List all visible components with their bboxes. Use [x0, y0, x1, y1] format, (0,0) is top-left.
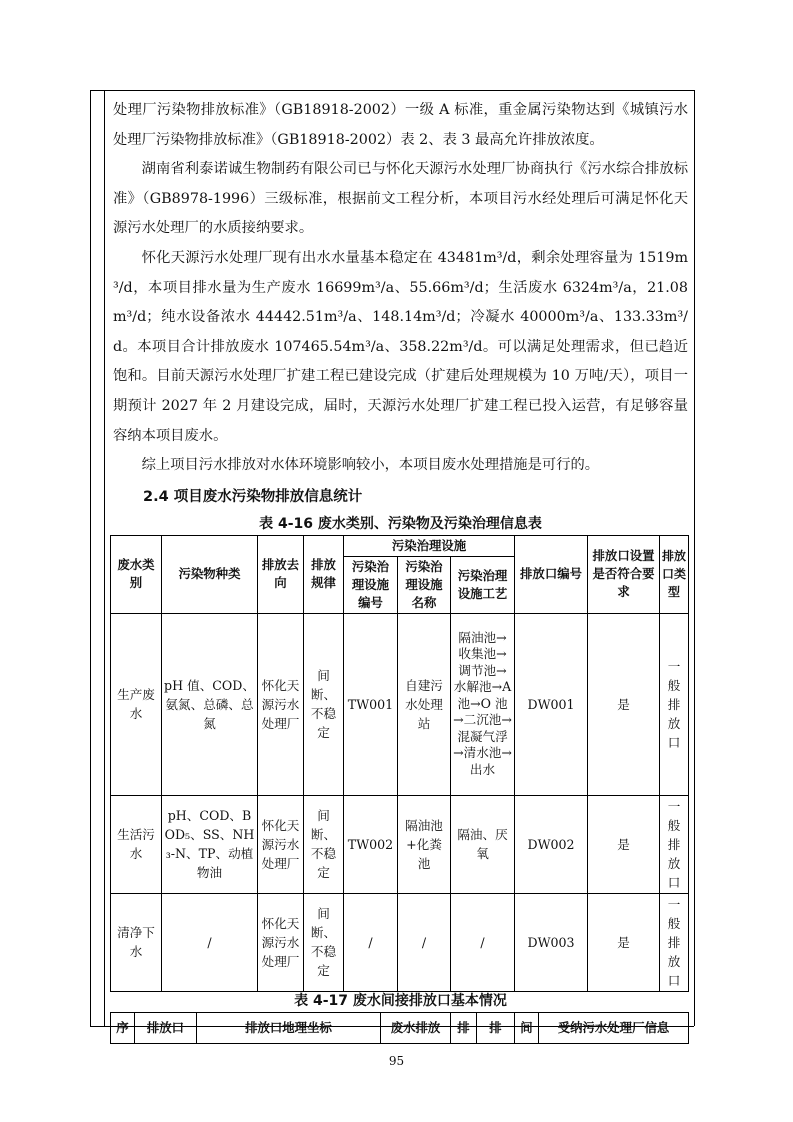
cell-destination: 怀化天源污水处理厂	[258, 613, 304, 795]
cell-facility-no: TW002	[344, 795, 398, 893]
cell-facility-process: /	[451, 893, 515, 991]
cell-outlet-type: 一般排放口	[660, 893, 689, 991]
header-facility-no: 污染治理设施编号	[344, 556, 398, 613]
table-row	[111, 893, 689, 991]
cell-outlet-type: 一般排放口	[660, 613, 689, 795]
cell-pollutant: /	[162, 893, 258, 991]
cell-pattern: 间断、不稳定	[304, 893, 344, 991]
header-col6: 排	[477, 1012, 515, 1043]
table-16-caption: 表 4-16 废水类别、污染物及污染治理信息表	[259, 515, 542, 532]
header-outlet-type: 排放口类型	[660, 535, 689, 613]
cell-facility-no: /	[344, 893, 398, 991]
frame-left-inner-border	[104, 90, 105, 1026]
cell-category: 清净下水	[111, 893, 162, 991]
table-17-caption: 表 4-17 废水间接排放口基本情况	[294, 992, 507, 1009]
header-pattern: 排放规律	[304, 535, 344, 613]
cell-category: 生活污水	[111, 795, 162, 893]
cell-pattern: 间断、不稳定	[304, 795, 344, 893]
paragraph-1: 处理厂污染物排放标准》（GB18918-2002）一级 A 标准，重金属污染物达到《城镇污水处理厂污染物排放标准》（GB18918-2002）表 2、表 3 最高允许排放浓度。	[113, 102, 688, 148]
cell-outlet-no: DW002	[515, 795, 588, 893]
cell-facility-name: 自建污水处理站	[398, 613, 451, 795]
cell-outlet-no: DW003	[515, 893, 588, 991]
page-number: 95	[388, 1054, 405, 1068]
cell-facility-process: 隔油、厌氧	[451, 795, 515, 893]
cell-destination: 怀化天源污水处理厂	[258, 893, 304, 991]
table-17	[110, 1012, 689, 1044]
header-facility-process: 污染治理设施工艺	[451, 556, 515, 613]
header-destination: 排放去向	[258, 535, 304, 613]
frame-left-outer-border	[90, 90, 91, 1026]
section-heading: 2.4 项目废水污染物排放信息统计	[143, 488, 363, 505]
cell-outlet-no: DW001	[515, 613, 588, 795]
header-col7: 间	[515, 1012, 539, 1043]
header-outlet-req: 排放口设置是否符合要求	[588, 535, 660, 613]
cell-facility-name: /	[398, 893, 451, 991]
frame-top-border	[90, 90, 694, 91]
header-category: 废水类别	[111, 535, 162, 613]
cell-pollutant: pH 值、COD、氨氮、总磷、总氮	[162, 613, 258, 795]
header-facility-name: 污染治理设施名称	[398, 556, 451, 613]
cell-outlet-req: 是	[588, 613, 660, 795]
header-coordinates: 排放口地理坐标	[197, 1012, 381, 1043]
cell-facility-name: 隔油池+化粪池	[398, 795, 451, 893]
header-seq: 序	[111, 1012, 135, 1043]
header-facility-group: 污染治理设施	[344, 535, 515, 556]
header-col5: 排	[451, 1012, 477, 1043]
paragraph-3: 怀化天源污水处理厂现有出水水量基本稳定在 43481m³/d，剩余处理容量为 1519m³/d，本项目排水量为生产废水 16699m³/a、55.66m³/d；生活废水 6324m³/a，21.08m³/d；纯水设备浓水 44442.51m³/a、148.14m³/d；冷凝水 40000m³/a、133.33m³/d。本项目合计排放废水 107465.54m³/a、358.22m³/d。可以满足处理需求，但已趋近饱和。目前天源污水处理厂扩建工程已建设完成（扩建后处理规模为 10 万吨/天），项目一期预计 2027 年 2 月建设完成，届时，天源污水处理厂扩建工程已投入运营，有足够容量容纳本项目废水。	[113, 249, 688, 444]
header-outlet: 排放口	[135, 1012, 197, 1043]
header-receiving-plant: 受纳污水处理厂信息	[539, 1012, 689, 1043]
paragraph-2: 湖南省利泰诺诚生物制药有限公司已与怀化天源污水处理厂协商执行《污水综合排放标准》（GB8978-1996）三级标准，根据前文工程分析，本项目污水经处理后可满足怀化天源污水处理厂的水质接纳要求。	[113, 161, 688, 237]
cell-pattern: 间断、不稳定	[304, 613, 344, 795]
cell-category: 生产废水	[111, 613, 162, 795]
cell-facility-no: TW001	[344, 613, 398, 795]
cell-facility-process: 隔油池→收集池→调节池→水解池→A 池→O 池→二沉池→混凝气浮→清水池→出水	[451, 613, 515, 795]
cell-destination: 怀化天源污水处理厂	[258, 795, 304, 893]
table-row	[111, 613, 689, 795]
paragraph-4: 综上项目污水排放对水体环境影响较小，本项目废水处理措施是可行的。	[141, 457, 600, 474]
cell-pollutant: pH、COD、BOD₅、SS、NH₃-N、TP、动植物油	[162, 795, 258, 893]
header-discharge: 废水排放	[381, 1012, 451, 1043]
header-outlet-no: 排放口编号	[515, 535, 588, 613]
page-content	[113, 96, 688, 1044]
table-row	[111, 795, 689, 893]
cell-outlet-req: 是	[588, 795, 660, 893]
table-16	[110, 535, 689, 992]
header-pollutant: 污染物种类	[162, 535, 258, 613]
frame-right-border	[694, 90, 695, 1026]
cell-outlet-type: 一般排放口	[660, 795, 689, 893]
cell-outlet-req: 是	[588, 893, 660, 991]
